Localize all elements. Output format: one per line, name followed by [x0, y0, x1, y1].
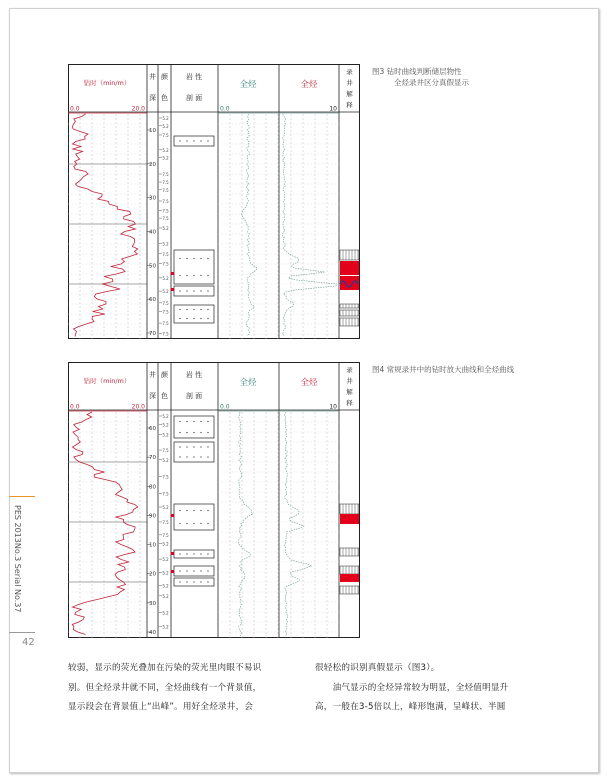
- color-code: 5.2: [162, 570, 169, 576]
- header-color: 颜: [161, 73, 168, 81]
- lithology-dot: [193, 432, 194, 433]
- color-code: 5.2: [162, 241, 169, 247]
- lithology-dot: [200, 581, 201, 582]
- interpretation-mark-red: [340, 574, 359, 582]
- lithology-dot: [179, 140, 180, 141]
- figure-4-caption: 图4 常规录井中的钻时放大曲线和全烃曲线: [372, 365, 515, 374]
- header-lithology: 岩 性: [185, 371, 203, 379]
- depth-tick-label: 30: [149, 600, 156, 607]
- lithology-dot: [200, 523, 201, 524]
- lithology-dot: [207, 456, 208, 457]
- lithology-dot: [207, 318, 208, 319]
- color-code: 5.2: [162, 432, 169, 438]
- interpretation-mark-red: [340, 276, 359, 290]
- header-interpretation: 解: [346, 388, 353, 396]
- header-interpretation: 释: [346, 101, 353, 109]
- color-code: 7.5: [162, 519, 169, 525]
- depth-tick-label: 60: [149, 426, 156, 432]
- header-well-depth: 井: [149, 73, 156, 81]
- red-marker: [171, 272, 174, 275]
- interpretation-mark-red: [340, 514, 359, 524]
- color-code: 7.5: [162, 309, 169, 315]
- color-code: 7.5: [162, 474, 169, 480]
- lithology-dot: [200, 456, 201, 457]
- lithology-dot: [179, 421, 180, 422]
- lithology-dot: [200, 421, 201, 422]
- scale-gas-max: 10: [329, 403, 337, 411]
- color-code: 7.5: [162, 187, 169, 193]
- lithology-dot: [207, 510, 208, 511]
- lithology-dot: [200, 275, 201, 276]
- header-well-depth: 深: [149, 392, 156, 400]
- color-code: 5.2: [162, 116, 169, 121]
- color-code: 5.2: [162, 147, 169, 153]
- figure-3-caption-line1: 图3 钻时曲线判断储层物性: [372, 67, 462, 76]
- body-left-line-2: 别。但全烃录井就不同，全烃曲线有一个背景值，: [68, 682, 262, 693]
- color-code: 7.5: [162, 172, 169, 178]
- depth-tick-label: 20: [149, 161, 156, 168]
- lithology-dot: [200, 309, 201, 310]
- lithology-dot: [193, 446, 194, 447]
- body-left-column: [68, 659, 298, 718]
- lithology-dot: [179, 456, 180, 457]
- color-code: 5.2: [162, 583, 169, 589]
- lithology-dot: [186, 309, 187, 310]
- lithology-dot: [193, 309, 194, 310]
- lithology-dot: [179, 275, 180, 276]
- header-well-depth: 深: [149, 94, 156, 102]
- scale-gas-max: 10: [329, 105, 337, 113]
- lithology-dot: [179, 510, 180, 511]
- lithology-dot: [179, 553, 180, 554]
- color-code: 5.2: [162, 457, 169, 463]
- interpretation-mark-red: [340, 261, 359, 275]
- header-lithology: 剖 面: [185, 392, 203, 400]
- color-code: 7.5: [162, 331, 169, 337]
- color-code: 7.5: [162, 198, 169, 204]
- header-color: 色: [161, 392, 168, 400]
- lithology-dot: [200, 570, 201, 571]
- lithology-dot: [207, 581, 208, 582]
- header-total-gas-1: 全烃: [239, 378, 257, 388]
- lithology-dot: [200, 510, 201, 511]
- lithology-dot: [207, 446, 208, 447]
- header-drill-time: 钻时（min/m）: [83, 377, 131, 385]
- lithology-dot: [186, 456, 187, 457]
- lithology-dot: [207, 140, 208, 141]
- body-left-line-3: 显示段会在背景值上“出峰”。用好全烃录井，会: [68, 702, 254, 712]
- color-code: 5.2: [162, 541, 169, 547]
- lithology-dot: [200, 432, 201, 433]
- body-right-column: [315, 659, 555, 718]
- lithology-dot: [179, 432, 180, 433]
- scale-drill-max: 20.0: [131, 105, 145, 113]
- scale-drill-min: 0.0: [70, 105, 80, 113]
- body-right-line-2: 油气显示的全烃异常较为明显，全烃值明显升: [315, 682, 509, 693]
- lithology-dot: [186, 510, 187, 511]
- depth-tick-label: 60: [149, 297, 156, 304]
- lithology-dot: [207, 553, 208, 554]
- lithology-dot: [193, 581, 194, 582]
- color-code: 5.2: [162, 414, 169, 419]
- color-code: 7.5: [162, 180, 169, 186]
- lithology-dot: [193, 456, 194, 457]
- depth-tick-label: 90: [149, 513, 156, 520]
- lithology-dot: [186, 432, 187, 433]
- depth-tick-label: 10: [149, 128, 156, 134]
- color-code: 5.2: [162, 610, 169, 616]
- lithology-dot: [207, 258, 208, 259]
- depth-tick-label: 80: [149, 484, 156, 491]
- depth-tick-label: 20: [149, 571, 156, 578]
- color-code: 5.2: [162, 505, 169, 511]
- lithology-dot: [200, 140, 201, 141]
- color-code: 5.2: [162, 155, 169, 161]
- lithology-dot: [207, 309, 208, 310]
- color-code: 7.5: [162, 208, 169, 214]
- color-code: 7.5: [162, 251, 169, 257]
- header-total-gas-2: 全烃: [300, 80, 318, 90]
- color-code: 5.2: [162, 225, 169, 231]
- body-right-line-3: 高，一般在3-5倍以上，峰形饱满，呈峰状、半圆: [315, 702, 506, 712]
- depth-tick-label: 10: [149, 542, 156, 549]
- lithology-dot: [179, 570, 180, 571]
- header-interpretation: 井: [346, 377, 353, 385]
- lithology-dot: [193, 140, 194, 141]
- lithology-dot: [207, 421, 208, 422]
- lithology-dot: [200, 290, 201, 291]
- lithology-dot: [193, 570, 194, 571]
- color-code: 5.2: [162, 123, 169, 129]
- journal-info: PES 2013No.3 Serial No.37: [13, 505, 22, 613]
- lithology-dot: [200, 318, 201, 319]
- log-frame: [69, 363, 360, 638]
- lithology-dot: [179, 290, 180, 291]
- lithology-dot: [186, 553, 187, 554]
- lithology-dot: [207, 275, 208, 276]
- lithology-dot: [207, 570, 208, 571]
- red-marker: [171, 514, 174, 517]
- lithology-dot: [186, 523, 187, 524]
- lithology-dot: [179, 318, 180, 319]
- lithology-dot: [193, 290, 194, 291]
- lithology-dot: [179, 258, 180, 259]
- sidebar-gray-rule: [9, 632, 35, 633]
- log-frame: [69, 65, 360, 339]
- body-right-line-1: 很轻松的识别真假显示（图3）。: [315, 663, 440, 673]
- lithology-dot: [186, 290, 187, 291]
- header-interpretation: 录: [346, 68, 353, 76]
- color-code: 5.2: [162, 557, 169, 563]
- lithology-dot: [186, 258, 187, 259]
- lithology-dot: [179, 523, 180, 524]
- figure-3-caption: [372, 66, 469, 88]
- color-code: 5.2: [162, 275, 169, 281]
- lithology-dot: [200, 446, 201, 447]
- header-well-depth: 井: [149, 371, 156, 379]
- lithology-dot: [186, 275, 187, 276]
- depth-tick-label: 70: [149, 331, 156, 337]
- depth-tick-label: 50: [149, 263, 156, 270]
- lithology-dot: [207, 523, 208, 524]
- lithology-dot: [186, 446, 187, 447]
- lithology-dot: [186, 421, 187, 422]
- lithology-dot: [193, 421, 194, 422]
- depth-tick-label: 70: [149, 455, 156, 462]
- page-number: 42: [22, 637, 35, 648]
- header-total-gas-1: 全烃: [239, 80, 257, 90]
- lithology-dot: [186, 570, 187, 571]
- lithology-dot: [179, 581, 180, 582]
- lithology-dot: [207, 432, 208, 433]
- figure-3-well-log: [68, 64, 360, 339]
- color-code: 7.5: [162, 216, 169, 222]
- lithology-dot: [193, 553, 194, 554]
- color-code: 7.5: [162, 132, 169, 138]
- lithology-dot: [186, 581, 187, 582]
- lithology-dot: [200, 553, 201, 554]
- scale-gas-min: 0.0: [220, 105, 230, 113]
- header-interpretation: 录: [346, 366, 353, 374]
- scale-gas-min: 0.0: [220, 403, 230, 411]
- color-code: 5.2: [162, 422, 169, 428]
- lithology-dot: [193, 523, 194, 524]
- header-total-gas-2: 全烃: [300, 378, 318, 388]
- scale-drill-min: 0.0: [70, 403, 80, 411]
- color-code: 5.2: [162, 289, 169, 295]
- red-marker: [171, 288, 174, 291]
- color-code: 5.2: [162, 593, 169, 599]
- red-marker: [171, 552, 174, 555]
- lithology-dot: [193, 258, 194, 259]
- header-lithology: 剖 面: [185, 94, 203, 102]
- lithology-dot: [207, 290, 208, 291]
- lithology-dot: [179, 309, 180, 310]
- depth-tick-label: 40: [149, 229, 156, 236]
- color-code: 7.5: [162, 448, 169, 454]
- header-interpretation: 解: [346, 90, 353, 98]
- lithology-dot: [186, 140, 187, 141]
- lithology-dot: [200, 258, 201, 259]
- depth-tick-label: 40: [149, 630, 156, 636]
- header-interpretation: 井: [346, 79, 353, 87]
- lithology-dot: [193, 318, 194, 319]
- color-code: 7.5: [162, 300, 169, 306]
- color-code: 5.2: [162, 624, 169, 630]
- header-color: 颜: [161, 371, 168, 379]
- color-code: 7.5: [162, 532, 169, 538]
- figure-4-well-log: [68, 362, 360, 638]
- red-marker: [171, 570, 174, 573]
- lithology-dot: [193, 510, 194, 511]
- color-code: 7.5: [162, 321, 169, 327]
- color-code: 7.5: [162, 261, 169, 267]
- body-left-line-1: 较弱，显示的荧光叠加在污染的荧光里肉眼不易识: [68, 663, 262, 673]
- header-drill-time: 钻时（min/m）: [83, 79, 131, 87]
- depth-tick-label: 30: [149, 195, 156, 202]
- sidebar-orange-rule: [9, 496, 35, 497]
- lithology-dot: [186, 318, 187, 319]
- scale-drill-max: 20.0: [131, 403, 145, 411]
- color-code: 7.5: [162, 491, 169, 497]
- lithology-dot: [179, 446, 180, 447]
- lithology-dot: [193, 275, 194, 276]
- header-interpretation: 释: [346, 399, 353, 407]
- figure-3-caption-line2: 全烃录井区分真假显示: [394, 78, 469, 87]
- header-lithology: 岩 性: [185, 73, 203, 81]
- header-color: 色: [161, 94, 168, 102]
